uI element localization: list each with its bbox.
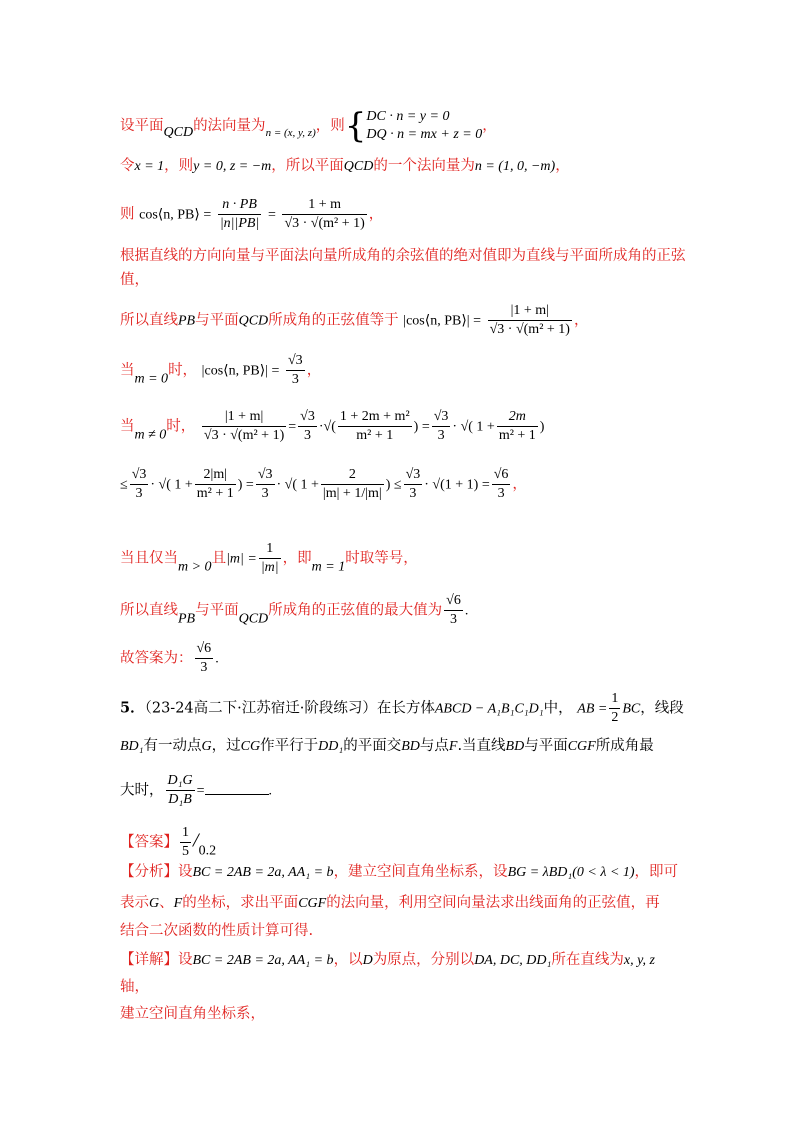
denominator: √3 · √(m² + 1) <box>284 216 365 231</box>
numerator: √3 <box>130 466 149 485</box>
text: 时， <box>166 418 196 435</box>
text: 且 <box>211 550 227 567</box>
math: cos⟨n, PB⟩ = <box>139 207 212 223</box>
text: ，即可 <box>634 864 679 880</box>
text: 为原点，分别以 <box>372 952 475 968</box>
fraction <box>259 540 281 577</box>
fraction <box>444 592 463 629</box>
denominator: |m| + 1/|m| <box>322 486 382 501</box>
fraction <box>202 408 286 445</box>
denominator: m² + 1 <box>196 486 234 501</box>
text: 所以直线 <box>120 602 178 619</box>
sine-equals-line <box>120 302 588 339</box>
math: m > 0 <box>178 559 212 575</box>
detail-line-2: 轴， <box>120 979 149 995</box>
analysis-line-1 <box>120 862 678 883</box>
numerator: 2|m| <box>195 466 236 485</box>
numerator: 1 <box>259 540 281 559</box>
fraction <box>609 690 620 727</box>
fraction <box>180 824 191 861</box>
fraction <box>195 640 214 677</box>
fraction <box>195 466 236 503</box>
fraction <box>130 466 149 503</box>
answer-alt: 0.2 <box>198 843 217 859</box>
answer-blank <box>205 780 269 795</box>
fraction <box>338 408 412 445</box>
numerator: √3 <box>298 408 317 427</box>
fraction <box>298 408 317 445</box>
equals: = <box>267 207 276 223</box>
math: F <box>448 739 458 754</box>
text: 所以直线 <box>120 312 178 329</box>
math: QCD <box>343 159 374 174</box>
numerator: |1 + m| <box>202 408 286 427</box>
math: BC = 2AB = 2a, AA₁ = b <box>192 953 334 968</box>
fraction <box>488 302 572 339</box>
math: DA, DC, DD₁ <box>474 953 552 968</box>
text: 所成角的正弦值等于 <box>268 312 399 329</box>
text: ，线段 <box>640 700 684 717</box>
text: 所成角的正弦值的最大值为 <box>268 602 443 619</box>
text: ，以 <box>333 952 363 968</box>
math: F <box>173 896 183 911</box>
text: 大时， <box>120 782 164 799</box>
equality-condition <box>120 540 418 578</box>
text: ，则 <box>164 158 194 174</box>
text: 当 <box>120 362 135 379</box>
numerator: 1 + 2m + m² <box>338 408 412 427</box>
fraction <box>166 772 195 809</box>
explanation-text: 根据直线的方向向量与平面法向量所成角的余弦值的绝对值即为直线与平面所成角的正弦 <box>120 248 686 264</box>
text: 的法向量，利用空间向量法求出线面角的正弦值，再 <box>326 895 660 911</box>
text: 作平行于 <box>260 738 319 754</box>
numerator: D₁G <box>166 772 195 791</box>
fraction <box>218 196 262 233</box>
paren: ) <box>539 419 545 435</box>
denominator: 3 <box>135 486 143 501</box>
numerator: 2m <box>497 408 538 427</box>
math: QCD <box>238 611 269 627</box>
numerator: √6 <box>492 466 511 485</box>
text: 的坐标，求出平面 <box>182 895 299 911</box>
inequality-chain <box>120 466 527 503</box>
math: PB <box>178 611 196 627</box>
math-vector: n = (x, y, z) <box>265 127 316 139</box>
denominator: 2 <box>611 710 619 725</box>
math: PB <box>178 313 196 329</box>
text: 则 <box>120 206 135 223</box>
problem-source: （23-24高二下·江苏宿迁·阶段练习） <box>144 700 377 717</box>
math: DD₁ <box>318 739 344 754</box>
math: G <box>149 896 160 911</box>
math: ABCD − A₁B₁C₁D₁ <box>434 701 544 717</box>
max-sine-line <box>120 592 468 630</box>
answer-line <box>120 824 216 862</box>
numerator: n · PB <box>218 196 262 215</box>
text: 所成角最 <box>595 738 654 754</box>
problem-number: 5． <box>120 699 145 717</box>
math: CGF <box>567 739 596 754</box>
equation-1: DC · n = y = 0 <box>366 109 450 124</box>
text: 时取等号， <box>345 550 418 567</box>
cosine-formula <box>120 196 383 233</box>
denominator: m² + 1 <box>356 428 394 443</box>
text: 所在直线为 <box>551 952 624 968</box>
math: |cos⟨n, PB⟩| = <box>201 363 280 379</box>
math: G <box>201 739 212 754</box>
answer-label: 【答案】 <box>120 834 178 851</box>
case-m-zero <box>120 352 321 390</box>
denominator: |n||PB| <box>219 216 260 231</box>
text: ， <box>306 362 322 379</box>
text: 的法向量为 <box>193 118 266 134</box>
denominator: √3 · √(m² + 1) <box>489 322 570 337</box>
math: CG <box>240 739 261 754</box>
detail-label: 【详解】 <box>120 952 178 968</box>
text: 有一动点 <box>143 738 202 754</box>
math: BC = 2AB = 2a, AA₁ = b <box>192 865 334 880</box>
text: 设 <box>178 952 193 968</box>
detail-line-1 <box>120 950 655 971</box>
denominator: 3 <box>409 486 417 501</box>
analysis-line-3: 结合二次函数的性质计算可得. <box>120 923 314 939</box>
fraction <box>256 466 275 503</box>
text: ， <box>555 158 570 174</box>
numerator: √3 <box>256 466 275 485</box>
fraction <box>282 196 366 233</box>
fraction <box>404 466 423 503</box>
text: . <box>215 651 219 667</box>
math: |m| = <box>226 551 257 567</box>
numerator: 2 <box>321 466 384 485</box>
text: 与平面 <box>195 602 239 619</box>
text: ， <box>512 476 527 493</box>
numerator: √3 <box>432 408 451 427</box>
denominator: 3 <box>200 660 208 675</box>
text: 的平面交 <box>343 738 402 754</box>
math: D <box>362 953 373 968</box>
detail-line-3: 建立空间直角坐标系， <box>120 1006 265 1022</box>
math: n = (1, 0, −m) <box>474 159 556 174</box>
math: x = 1 <box>134 159 165 174</box>
math: CGF <box>298 896 327 911</box>
problem-5-line-1 <box>120 690 684 727</box>
text: ，即 <box>282 550 312 567</box>
fraction <box>492 466 511 503</box>
problem-5-line-2 <box>120 736 654 757</box>
math: AB = <box>577 701 608 717</box>
root: · √( 1 + <box>150 477 193 493</box>
equation-2: DQ · n = mx + z = 0 <box>366 127 483 142</box>
math: BD <box>401 739 420 754</box>
root: · √(1 + 1) = <box>424 477 490 493</box>
numerator: 1 + m <box>282 196 366 215</box>
text: ， <box>482 118 497 134</box>
text: 时， <box>168 362 198 379</box>
left-brace: { <box>344 106 367 146</box>
denominator: D₁B <box>168 792 192 807</box>
denominator: |m| <box>260 560 279 575</box>
fraction <box>286 352 305 389</box>
math: BC <box>622 701 641 717</box>
normal-vector-setup <box>120 108 497 144</box>
numerator: √3 <box>286 352 305 371</box>
text: 在长方体 <box>376 700 435 717</box>
fraction <box>432 408 451 445</box>
text: ，所以平面 <box>271 158 344 174</box>
case-m-nonzero <box>120 408 544 446</box>
numerator: √3 <box>404 466 423 485</box>
final-answer-line <box>120 640 219 677</box>
text: ，过 <box>211 738 241 754</box>
text: 故答案为： <box>120 650 193 667</box>
text: 表示 <box>120 895 149 911</box>
slash: / <box>193 829 199 852</box>
denominator: 3 <box>304 428 311 443</box>
text: 、 <box>159 895 174 911</box>
numerator: 1 <box>609 690 620 709</box>
denominator: 3 <box>437 428 445 443</box>
denominator: 5 <box>182 844 189 859</box>
text: 当 <box>120 418 135 435</box>
text: 中， <box>543 700 573 717</box>
numerator: |1 + m| <box>488 302 572 321</box>
text: 与点 <box>419 738 449 754</box>
le: ) ≤ <box>385 477 402 493</box>
root: · √( 1 + <box>452 419 495 435</box>
text: 的一个法向量为 <box>373 158 475 174</box>
root: · √( 1 + <box>276 477 319 493</box>
denominator: √3 · √(m² + 1) <box>203 428 285 443</box>
text: . <box>464 603 469 619</box>
math: m = 0 <box>134 371 169 387</box>
numerator: √6 <box>195 640 214 659</box>
math: y = 0, z = −m <box>193 159 272 174</box>
math: |cos⟨n, PB⟩| = <box>403 313 481 329</box>
root: √( <box>323 419 336 435</box>
math: m = 1 <box>311 559 346 575</box>
denominator: 3 <box>261 486 269 501</box>
le: ≤ <box>120 477 128 493</box>
equation-system <box>366 108 482 144</box>
text: ， <box>573 312 589 329</box>
math: BD₁ <box>120 739 144 754</box>
analysis-line-2 <box>120 893 660 914</box>
text: 令 <box>120 158 135 174</box>
text: 与平面 <box>524 738 568 754</box>
text: 当且仅当 <box>120 550 178 567</box>
problem-5-line-3 <box>120 772 272 809</box>
numerator: √6 <box>444 592 463 611</box>
text: ，建立空间直角坐标系，设 <box>333 864 508 880</box>
fraction <box>497 408 538 445</box>
math: BD <box>505 739 525 754</box>
math: m ≠ 0 <box>134 427 167 443</box>
denominator: 3 <box>497 486 505 501</box>
text: 与平面 <box>195 312 239 329</box>
text: . <box>268 783 272 799</box>
explanation-text-cont: 值， <box>120 272 149 288</box>
equals: = <box>288 419 297 435</box>
numerator: 1 <box>180 824 191 843</box>
fraction <box>321 466 384 503</box>
equals: ) = <box>413 419 430 435</box>
text: 设 <box>178 864 193 880</box>
denominator: m² + 1 <box>498 428 536 443</box>
denominator: 3 <box>450 612 458 627</box>
text: 设平面 <box>120 118 164 134</box>
math-plane: QCD <box>163 125 194 140</box>
text: ，则 <box>315 118 345 134</box>
dot: · <box>318 419 324 435</box>
denominator: 3 <box>291 372 299 387</box>
analysis-label: 【分析】 <box>120 864 178 880</box>
text: .当直线 <box>457 738 506 754</box>
math: x, y, z <box>623 953 655 968</box>
text: ， <box>368 206 384 223</box>
math: QCD <box>238 313 269 329</box>
set-x-line <box>120 156 570 177</box>
equals: ) = <box>237 477 254 493</box>
equals: = <box>196 783 205 799</box>
math: BG = λBD₁(0 < λ < 1) <box>507 865 635 880</box>
